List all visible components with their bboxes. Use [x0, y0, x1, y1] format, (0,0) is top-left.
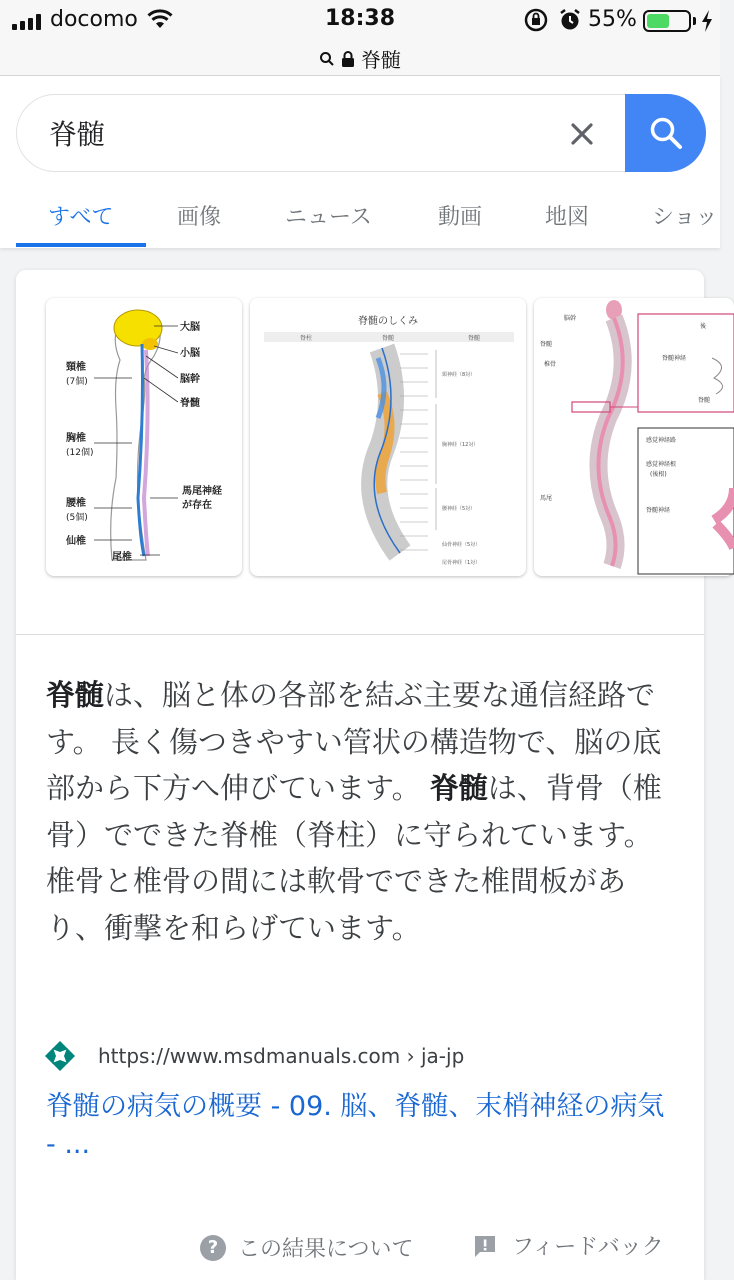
- image3-label: 脊髄: [698, 397, 711, 404]
- snippet-text: [46, 672, 676, 951]
- image-thumbnail-3[interactable]: [534, 298, 734, 576]
- battery-percent: 55%: [588, 7, 637, 32]
- snippet-footer: [16, 1226, 704, 1270]
- image1-label: 胸椎: [66, 433, 86, 444]
- image2-label: 胸神経（12対）: [442, 442, 479, 448]
- lock-icon: [341, 50, 355, 68]
- image3-label: 脊髄神経: [662, 355, 687, 362]
- image1-label: (7個): [66, 377, 88, 387]
- url-bar[interactable]: [0, 44, 720, 76]
- snippet-bold-term: 脊髄: [46, 678, 105, 712]
- search-box: [16, 94, 704, 172]
- tab-shopping[interactable]: ショッ: [652, 205, 718, 230]
- search-tabs: [0, 184, 720, 248]
- clock-time: 18:38: [324, 6, 396, 31]
- source-url: https://www.msdmanuals.com › ja-jp: [98, 1044, 465, 1068]
- rotation-lock-icon: [523, 7, 549, 37]
- image1-label: が存在: [182, 500, 212, 511]
- image3-label: 馬尾: [540, 495, 553, 502]
- tab-images[interactable]: 画像: [177, 205, 222, 230]
- result-source[interactable]: [44, 1040, 464, 1072]
- image3-label: (後根): [650, 471, 667, 478]
- image1-label: 尾椎: [112, 552, 132, 563]
- image1-label: 大脳: [180, 322, 200, 333]
- alarm-icon: [558, 8, 582, 36]
- image1-label: 馬尾神経: [182, 486, 222, 497]
- image-thumbnail-1[interactable]: [46, 298, 242, 576]
- image-thumbnail-2[interactable]: [250, 298, 526, 576]
- image1-label: 仙椎: [66, 536, 86, 547]
- search-input[interactable]: [49, 109, 549, 157]
- tab-news[interactable]: ニュース: [285, 205, 372, 230]
- featured-snippet-card: [16, 270, 711, 1280]
- image2-header: 脊髄: [468, 335, 481, 342]
- url-title: 脊髄: [361, 48, 401, 72]
- image3-label: 後: [700, 323, 707, 330]
- image3-label: 脊髄神経: [646, 507, 671, 514]
- divider: [16, 634, 704, 635]
- image2-label: 尾骨神経（1対）: [442, 560, 481, 566]
- search-icon: [319, 51, 335, 67]
- image1-label: (12個): [66, 448, 94, 458]
- image2-header: 脊柱: [300, 335, 313, 342]
- about-this-result-button[interactable]: [200, 1232, 414, 1263]
- snippet-text-1: は、脳と体の各部を結ぶ主要な通信経路です。 長く傷つきやすい管状の構造物で、脳の底部から下方へ伸びています。: [46, 678, 662, 805]
- image1-label: 脊髄: [180, 398, 200, 409]
- msd-logo-icon: [44, 1040, 76, 1072]
- clear-button[interactable]: [562, 114, 602, 154]
- snippet-bold-term: 脊髄: [429, 771, 488, 805]
- close-icon: [570, 122, 594, 146]
- image2-label: 仙骨神経（5対）: [442, 542, 481, 548]
- feedback-label: フィードバック: [512, 1235, 664, 1260]
- image3-label: 椎骨: [544, 361, 557, 368]
- search-icon: [648, 115, 684, 151]
- tab-maps[interactable]: 地図: [545, 205, 590, 230]
- image2-label: 腰神経（5対）: [442, 506, 476, 512]
- battery-icon: [643, 10, 691, 32]
- status-bar: [0, 0, 720, 44]
- image3-label: 脊髄: [540, 341, 553, 348]
- tab-all[interactable]: すべて: [48, 205, 114, 230]
- carrier-name: docomo: [50, 7, 138, 32]
- image3-label: 感覚神経路: [646, 437, 677, 444]
- tab-videos[interactable]: 動画: [438, 205, 483, 230]
- image2-label: 頸神経（8対）: [442, 372, 476, 378]
- image1-label: 脳幹: [180, 374, 200, 385]
- help-icon: ?: [200, 1235, 226, 1261]
- image2-header: 脊髄: [382, 335, 395, 342]
- image1-label: 小脳: [180, 348, 200, 359]
- image3-label: 感覚神経根: [646, 461, 677, 468]
- feedback-icon: [472, 1233, 498, 1259]
- active-tab-indicator: [16, 243, 146, 247]
- image1-label: 腰椎: [66, 498, 86, 509]
- image2-title: 脊髄のしくみ: [358, 316, 418, 327]
- feedback-button[interactable]: [472, 1230, 664, 1261]
- result-title-link[interactable]: 脊髄の病気の概要 - 09. 脳、脊髄、末梢神経の病気 - ...: [46, 1091, 665, 1160]
- snippet-text-2: は、背骨（椎骨）でできた脊椎（脊柱）に守られています。 椎骨と椎骨の間には軟骨でできた椎間板があり、衝撃を和らげています。: [46, 771, 662, 945]
- about-label: この結果について: [238, 1237, 414, 1262]
- search-button[interactable]: [625, 94, 706, 172]
- battery-level: [647, 14, 669, 28]
- battery-nub: [693, 17, 696, 25]
- search-header: [0, 76, 720, 248]
- image3-label: 脳幹: [564, 315, 577, 322]
- charging-bolt-icon: [700, 9, 714, 37]
- image1-label: 頸椎: [66, 362, 86, 373]
- image1-label: (5個): [66, 513, 88, 523]
